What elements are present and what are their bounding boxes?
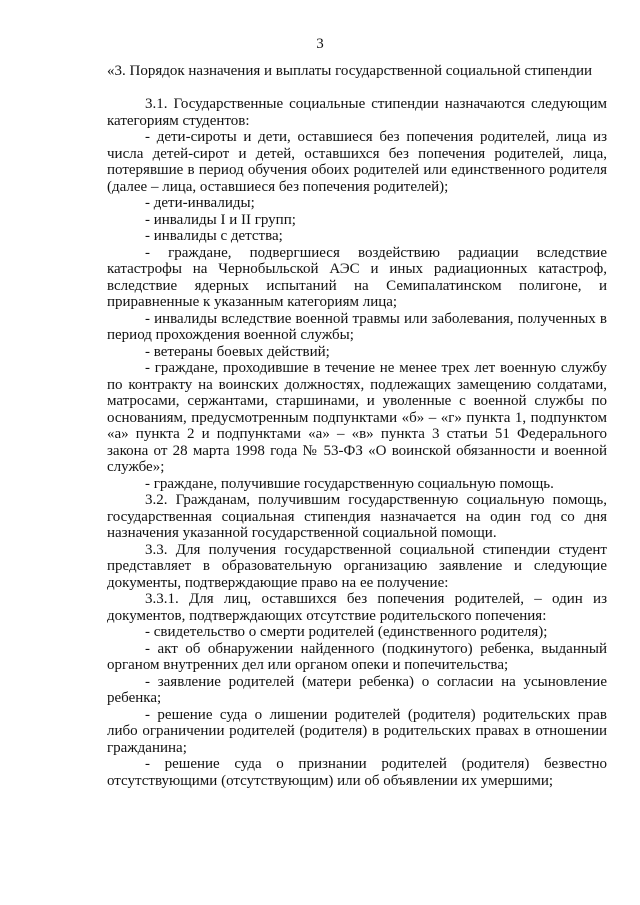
- page-number: 3: [316, 36, 324, 52]
- list-item-disabled-groups: - инвалиды I и II групп;: [145, 211, 296, 228]
- clause-3-3-1: 3.3.1. Для лиц, оставшихся без попечения родителей, – один из документов, подтверждающих отсутствие родительского попечения:: [107, 591, 607, 624]
- clause-3-1: 3.1. Государственные социальные стипендии назначаются следующим категориям студентов:: [107, 96, 607, 129]
- list-item-parental-rights-deprivation: - решение суда о лишении родителей (родителя) родительских прав либо ограничении родителей (родителя) в родительских правах в отношении гражданина;: [107, 706, 607, 756]
- list-item-missing-or-deceased-parents: - решение суда о признании родителей (родителя) безвестно отсутствующими (отсутствующим) или об объявлении их умершими;: [107, 756, 607, 789]
- list-item-combat-veterans: - ветераны боевых действий;: [145, 343, 330, 360]
- list-item-death-certificate: - свидетельство о смерти родителей (единственного родителя);: [145, 624, 548, 640]
- document-body: [107, 96, 607, 789]
- list-item-contract-servicemen: - граждане, проходившие в течение не менее трех лет военную службу по контракту на воинских должностях, подлежащих замещению солдатами, матросами, сержантами, старшинами, и уволенные с военной службы по основаниям, предусмотренным подпунктами «б» – «г» пункта 1, подпунктом «а» пункта 2 и подпунктами «а» – «в» пункта 3 статьи 51 Федерального закона от 28 марта 1998 года № 53-ФЗ «О воинской обязанности и военной службе»;: [107, 360, 607, 475]
- clause-3-3: 3.3. Для получения государственной социальной стипендии студент представляет в образовательную организацию заявление и следующие документы, подтверждающие право на ее получение:: [107, 541, 607, 591]
- list-item-military-injury: - инвалиды вследствие военной травмы или заболевания, полученных в период прохождения военной службы;: [107, 310, 607, 343]
- list-item-radiation-affected: - граждане, подвергшиеся воздействию радиации вследствие катастрофы на Чернобыльской АЭС и иных радиационных катастроф, вследствие ядерных испытаний на Семипалатинском полигоне, и приравненные к указанным категориям лица;: [107, 244, 607, 310]
- section-heading: «3. Порядок назначения и выплаты государственной социальной стипендии: [107, 63, 593, 79]
- list-item-social-aid-recipients: - граждане, получившие государственную социальную помощь.: [145, 475, 554, 492]
- list-item-orphans: - дети-сироты и дети, оставшиеся без попечения родителей, лица из числа детей-сирот и детей, оставшихся без попечения родителей, лица, потерявшие в период обучения обоих родителей или единственного родителя (далее – лица, оставшиеся без попечения родителей);: [107, 129, 607, 195]
- list-item-disabled-children: - дети-инвалиды;: [145, 195, 255, 211]
- list-item-adoption-consent: - заявление родителей (матери ребенка) о согласии на усыновление ребенка;: [107, 673, 607, 706]
- clause-3-2: 3.2. Гражданам, получившим государственную социальную помощь, государственная социальная стипендия назначается на один год со дня назначения указанной государственной социальной помощи.: [107, 492, 607, 541]
- list-item-disabled-from-childhood: - инвалиды с детства;: [145, 228, 283, 244]
- list-item-foundling-act: - акт об обнаружении найденного (подкинутого) ребенка, выданный органом внутренних дел или органом опеки и попечительства;: [107, 640, 607, 673]
